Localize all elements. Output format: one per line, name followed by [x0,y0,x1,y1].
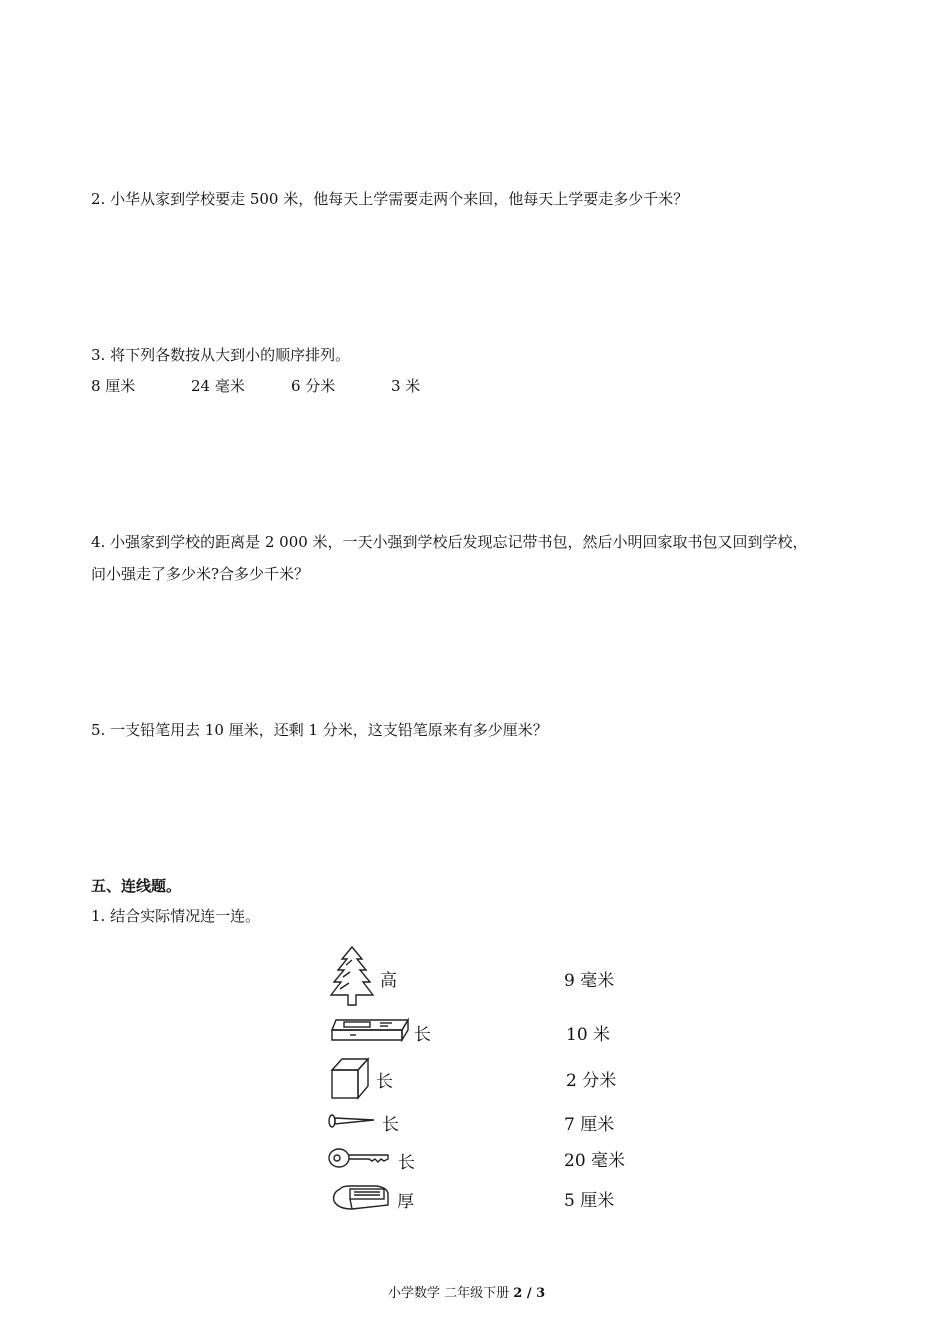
cube-icon [330,1056,370,1100]
item-label: 长 [376,1072,393,1092]
matching-question: 1. 结合实际情况连一连。 [91,907,261,925]
unit-option: 9 毫米 [564,971,615,991]
footer-subject: 小学数学 二年级下册 [388,1286,510,1301]
unit-option: 20 毫米 [564,1151,626,1171]
item-label: 厚 [397,1192,414,1212]
question-5: 5. 一支铅笔用去 10 厘米，还剩 1 分米，这支铅笔原来有多少厘米？ [91,721,548,739]
eraser-icon [330,1183,392,1211]
question-3: 3. 将下列各数按从大到小的顺序排列。 [91,346,351,364]
pencil-box-icon [330,1018,410,1042]
section-title: 五、连线题。 [91,877,182,895]
question-2: 2. 小华从家到学校要走 500 米，他每天上学需要走两个来回，他每天上学要走多少千米？ [91,190,689,208]
item-label: 长 [382,1115,399,1135]
item-label: 高 [380,971,397,991]
unit-option: 5 厘米 [564,1191,615,1211]
page-footer [388,1282,545,1301]
key-icon [328,1147,392,1169]
q3-item: 6 分米 [291,377,336,395]
unit-option: 7 厘米 [564,1115,615,1135]
q3-item: 24 毫米 [191,377,245,395]
nail-icon [328,1114,378,1128]
question-4-line2: 问小强走了多少米?合多少千米？ [91,565,310,583]
page-number: 2 / 3 [513,1286,546,1301]
unit-option: 2 分米 [566,1071,617,1091]
unit-option: 10 米 [566,1025,611,1045]
item-label: 长 [414,1025,431,1045]
q3-item: 3 米 [391,377,421,395]
question-4-line1: 4. 小强家到学校的距离是 2 000 米，一天小强到学校后发现忘记带书包，然后小明回家取书包又回到学校， [91,533,808,551]
item-label: 长 [398,1153,415,1173]
tree-icon [328,945,376,1007]
q3-item: 8 厘米 [91,377,136,395]
